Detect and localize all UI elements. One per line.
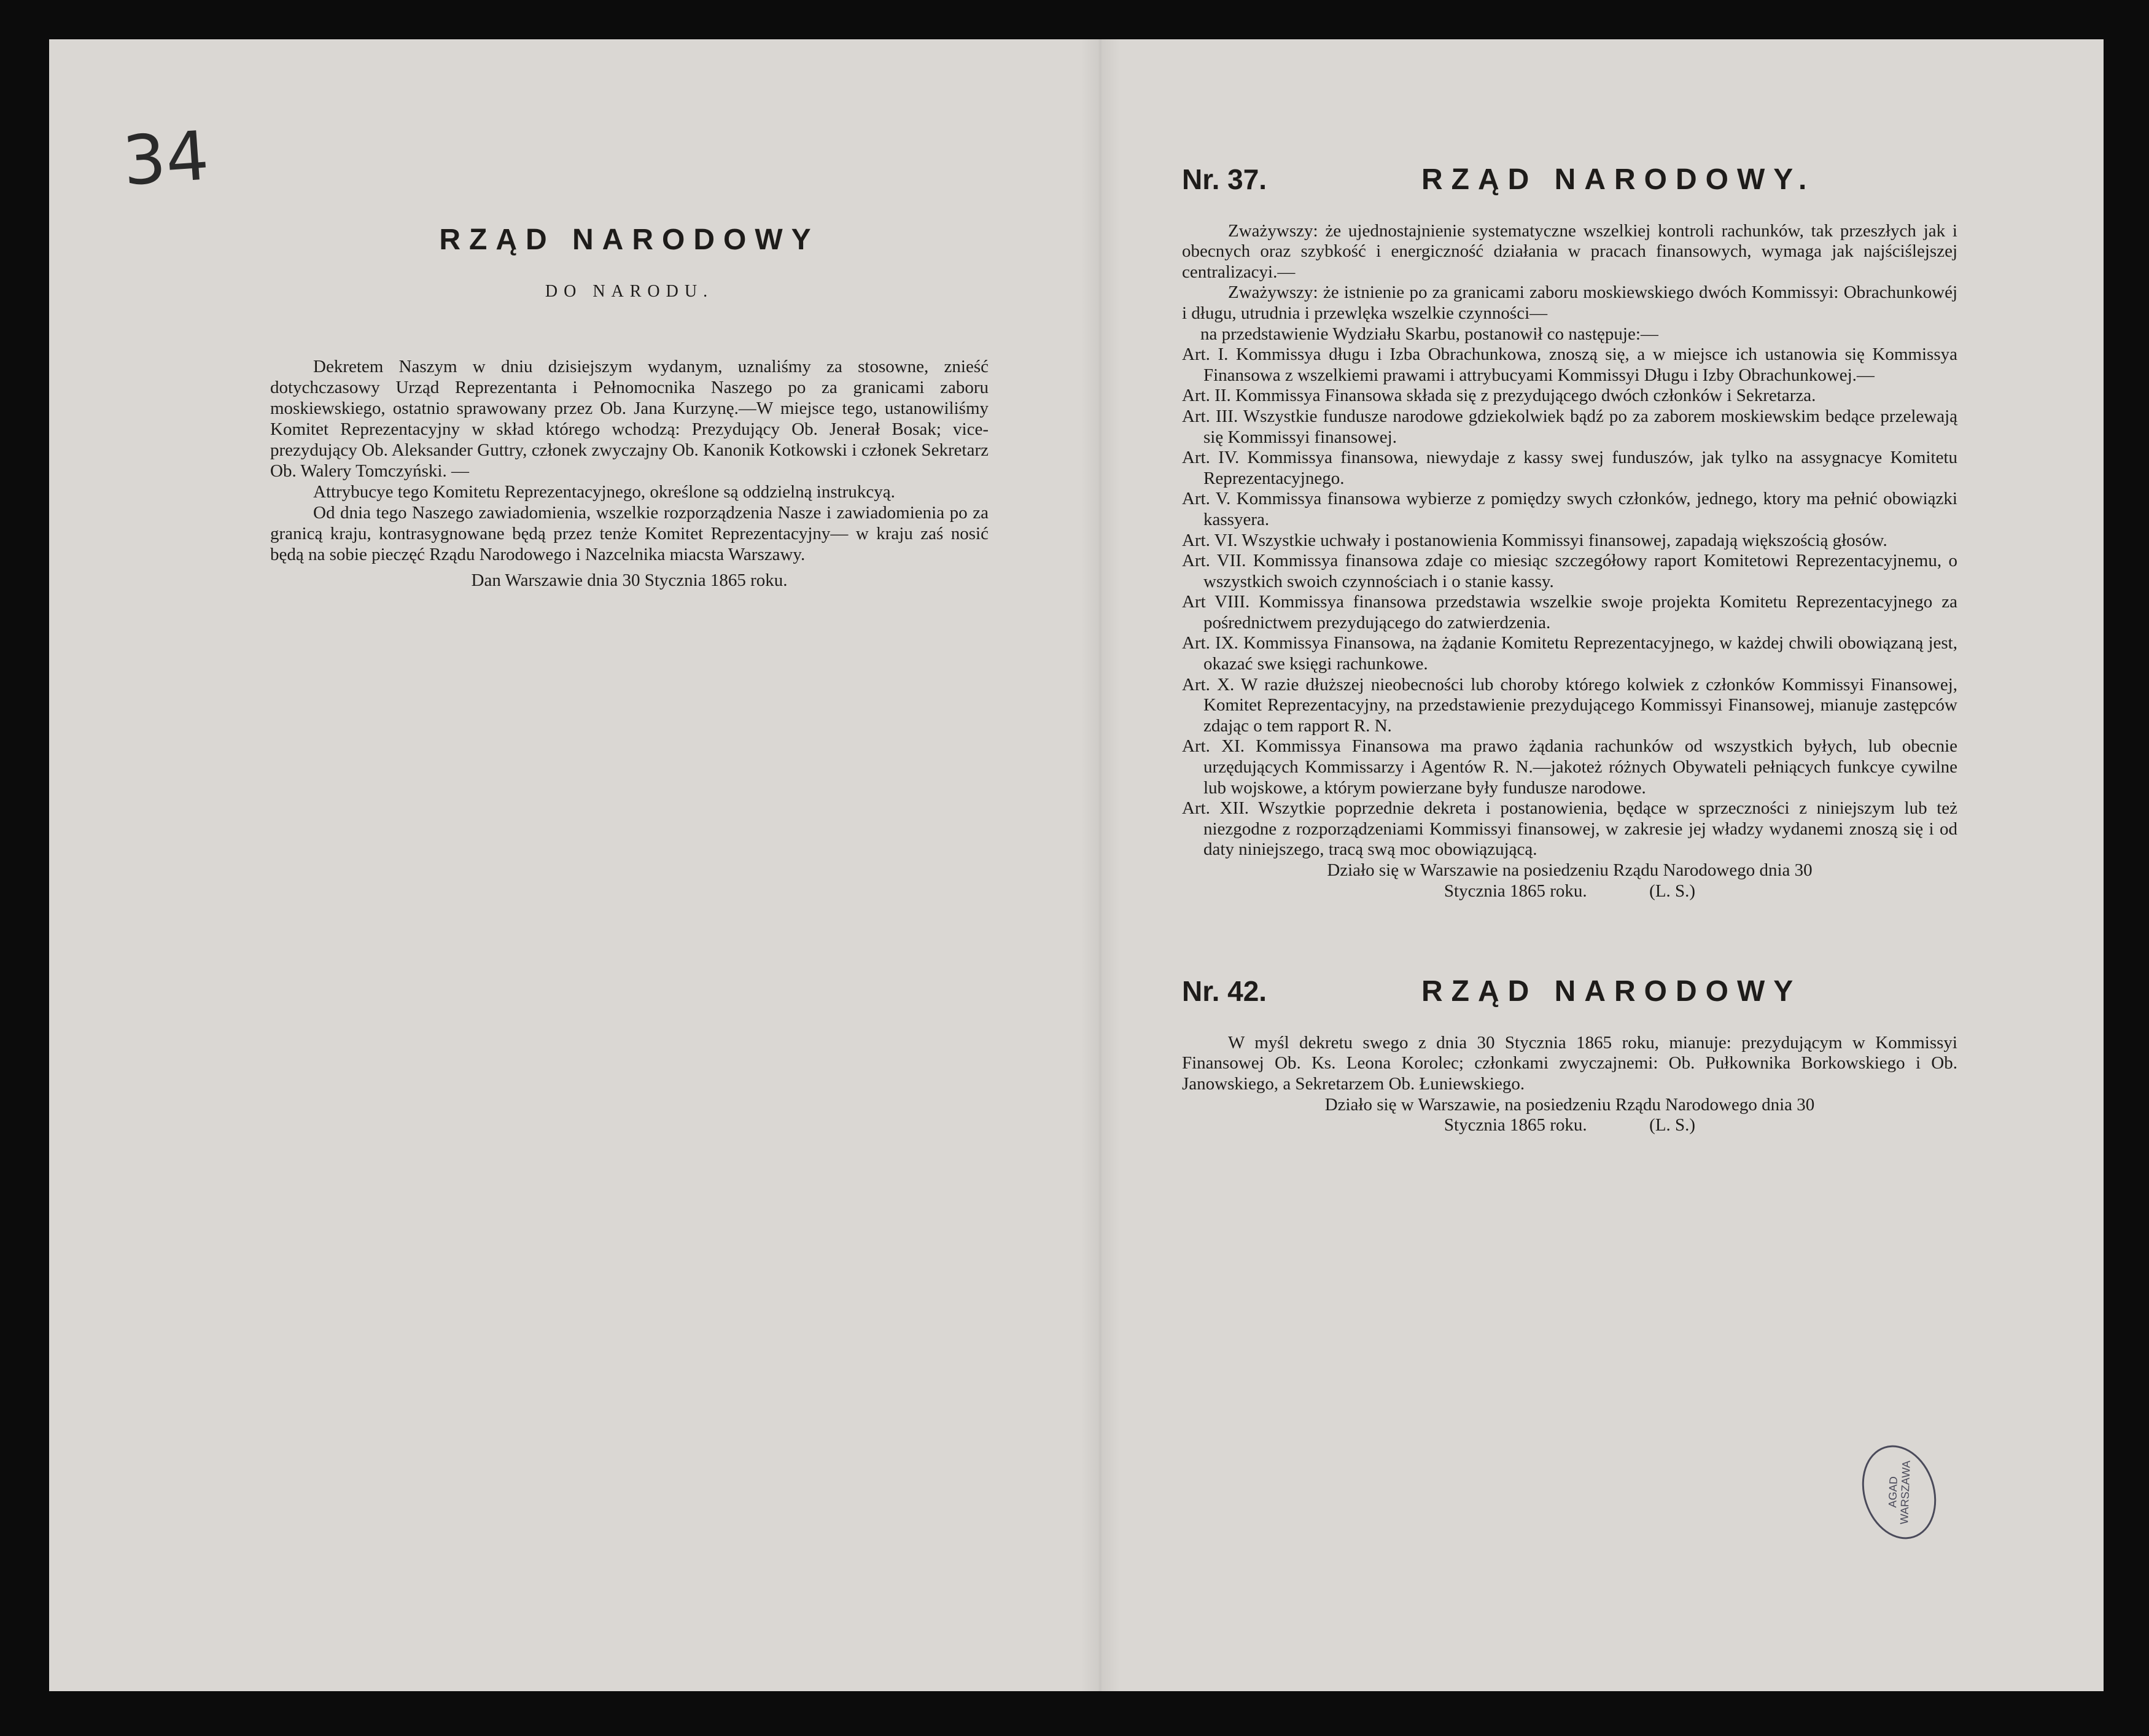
- left-paragraph: Dekretem Naszym w dniu dzisiejszym wydanym, uznaliśmy za stosowne, znieść dotychczasowy Urząd Reprezentanta i Pełnomocnika Naszego po za granicami zaboru moskiewskiego, ostatnio sprawowany przez Ob. Jana Kurzynę.—W miejsce tego, ustanowiliśmy Komitet Reprezentacyjny w skład którego wchodzą: Prezydujący Ob. Jenerał Bosak; vice-prezydujący Ob. Aleksander Guttry, członek zwyczajny Ob. Kanonik Kotkowski i członek Sekretarz Ob. Walery Tomczyński. —: [270, 357, 989, 481]
- signature-date: [1182, 1115, 1957, 1136]
- decree-number: Nr. 37.: [1182, 163, 1267, 195]
- signature-date-text: Stycznia 1865 roku.: [1444, 881, 1587, 901]
- preamble-paragraph: na przedstawienie Wydziału Skarbu, postanowił co następuje:—: [1200, 324, 1658, 344]
- document-sheet: [49, 39, 2104, 1691]
- stamp-text-bottom: WARSZAWA: [1898, 1460, 1913, 1525]
- article: Art. XII. Wszytkie poprzednie dekreta i postanowienia, będące w sprzeczności z niniejszym lub też niezgodne z rozporządzeniami Kommissyi finansowej, w zakresie jej władzy wydanemi znoszą się i od daty niniejszego, tracą swą moc obowiązującą.: [1182, 798, 1957, 860]
- seal-mark: (L. S.): [1649, 881, 1696, 901]
- stamp-text-top: AGAD: [1886, 1476, 1900, 1508]
- left-title: RZĄD NARODOWY: [439, 224, 820, 256]
- right-page: [1182, 163, 1957, 1136]
- left-paragraph: Attrybucye tego Komitetu Reprezentacyjnego, określone są oddzielną instrukcyą.: [313, 482, 895, 502]
- decree-paragraph: W myśl dekretu swego z dnia 30 Stycznia 1865 roku, mianuje: prezydującym w Kommissyi Finansowej Ob. Ks. Leona Korolec; członkami zwyczajnemi: Ob. Pułkownika Borkowskiego i Ob. Janowskiego, a Sekretarzem Ob. Łuniewskiego.: [1182, 1032, 1957, 1094]
- signature-line: Działo się w Warszawie, na posiedzeniu Rządu Narodowego dnia 30: [1324, 1094, 1815, 1115]
- decree-title: RZĄD NARODOWY.: [1421, 163, 1816, 196]
- article: Art. III. Wszystkie fundusze narodowe gdziekolwiek bądź po za zaborem moskiewskim bedące przelewają się Kommissyi finansowej.: [1182, 406, 1957, 447]
- article: Art. X. W razie dłuższej nieobecności lub choroby którego kolwiek z członków Kommissyi Finansowej, Komitet Reprezentacyjny, na przedstawienie prezydującego Kommissyi Finansowej, mianuje zastępców zdając o tem rapport R. N.: [1182, 674, 1957, 736]
- left-paragraph: Od dnia tego Naszego zawiadomienia, wszelkie rozporządzenia Nasze i zawiadomienia po za granicą kraju, kontrasygnowane będą przez tenże Komitet Reprezentacyjny— w kraju zaś nosić będą na sobie pieczęć Rządu Narodowego i Nazcelnika miacsta Warszawy.: [270, 503, 989, 564]
- article: Art. XI. Kommissya Finansowa ma prawo żądania rachunków od wszystkich byłych, lub obecnie urzędujących Kommissarzy i Agentów R. N.—jakoteż różnych Obywateli pełniących funkcye cywilne lub wojskowe, a którym powierzane były fundusze narodowe.: [1182, 736, 1957, 798]
- left-subtitle: DO NARODU.: [545, 282, 714, 301]
- decree-title: RZĄD NARODOWY: [1421, 975, 1802, 1008]
- handwritten-page-number: 34: [120, 116, 212, 201]
- article: Art. I. Kommissya długu i Izba Obrachunkowa, znoszą się, a w miejsce ich ustanowia się Kommissya Finansowa z wszelkiemi prawami i attrybucyami Kommissyi Długu i Izby Obrachunkowej.—: [1182, 344, 1957, 385]
- left-date: Dan Warszawie dnia 30 Stycznia 1865 roku.: [471, 570, 788, 590]
- article: Art. V. Kommissya finansowa wybierze z pomiędzy swych członków, jednego, ktory ma pełnić obowiązki kassyera.: [1182, 489, 1957, 529]
- seal-mark: (L. S.): [1649, 1115, 1696, 1135]
- archive-stamp-text: [1886, 1460, 1913, 1524]
- article: Art. IX. Kommissya Finansowa, na żądanie Komitetu Reprezentacyjnego, w każdej chwili obowiązaną jest, okazać swe księgi rachunkowe.: [1182, 633, 1957, 674]
- decree-nr-37: [1182, 163, 1957, 901]
- archive-stamp: [1851, 1436, 1948, 1549]
- signature-date: [1182, 881, 1957, 902]
- signature-date-text: Stycznia 1865 roku.: [1444, 1115, 1587, 1135]
- signature-line: Działo się w Warszawie na posiedzeniu Rządu Narodowego dnia 30: [1327, 860, 1813, 880]
- article: Art. VII. Kommissya finansowa zdaje co miesiąc szczegółowy raport Komitetowi Reprezentacyjnemu, o wszystkich swoich czynnościach i o stanie kassy.: [1182, 551, 1957, 591]
- decree-header: [1182, 975, 1957, 1008]
- article: Art. VI. Wszystkie uchwały i postanowienia Kommissyi finansowej, zapadają większością głosów.: [1182, 530, 1887, 550]
- article: Art. II. Kommissya Finansowa składa się z prezydującego dwóch członków i Sekretarza.: [1182, 386, 1816, 406]
- article: Art VIII. Kommissya finansowa przedstawia wszelkie swoje projekta Komitetu Reprezentacyjnego za pośrednictwem prezydującego do zatwierdzenia.: [1182, 592, 1957, 633]
- article: Art. IV. Kommissya finansowa, niewydaje z kassy swej funduszów, jak tylko na assygnacye Komitetu Reprezentacyjnego.: [1182, 448, 1957, 488]
- preamble-paragraph: Zważywszy: że istnienie po za granicami zaboru moskiewskiego dwóch Kommissyi: Obrachunkowéj i długu, utrudnia i przewlęka wszelkie czynności—: [1182, 282, 1957, 323]
- decree-header: [1182, 163, 1957, 196]
- decree-nr-42: [1182, 975, 1957, 1136]
- preamble-paragraph: Zważywszy: że ujednostajnienie systematyczne wszelkiej kontroli rachunków, tak przeszłych jak i obecnych oraz szybkość i energiczność działania w pracach finansowych, wymaga jak najściślejszej centralizacyi.—: [1182, 220, 1957, 282]
- left-page: [270, 181, 989, 591]
- decree-number: Nr. 42.: [1182, 975, 1267, 1008]
- page-fold: [1081, 39, 1120, 1691]
